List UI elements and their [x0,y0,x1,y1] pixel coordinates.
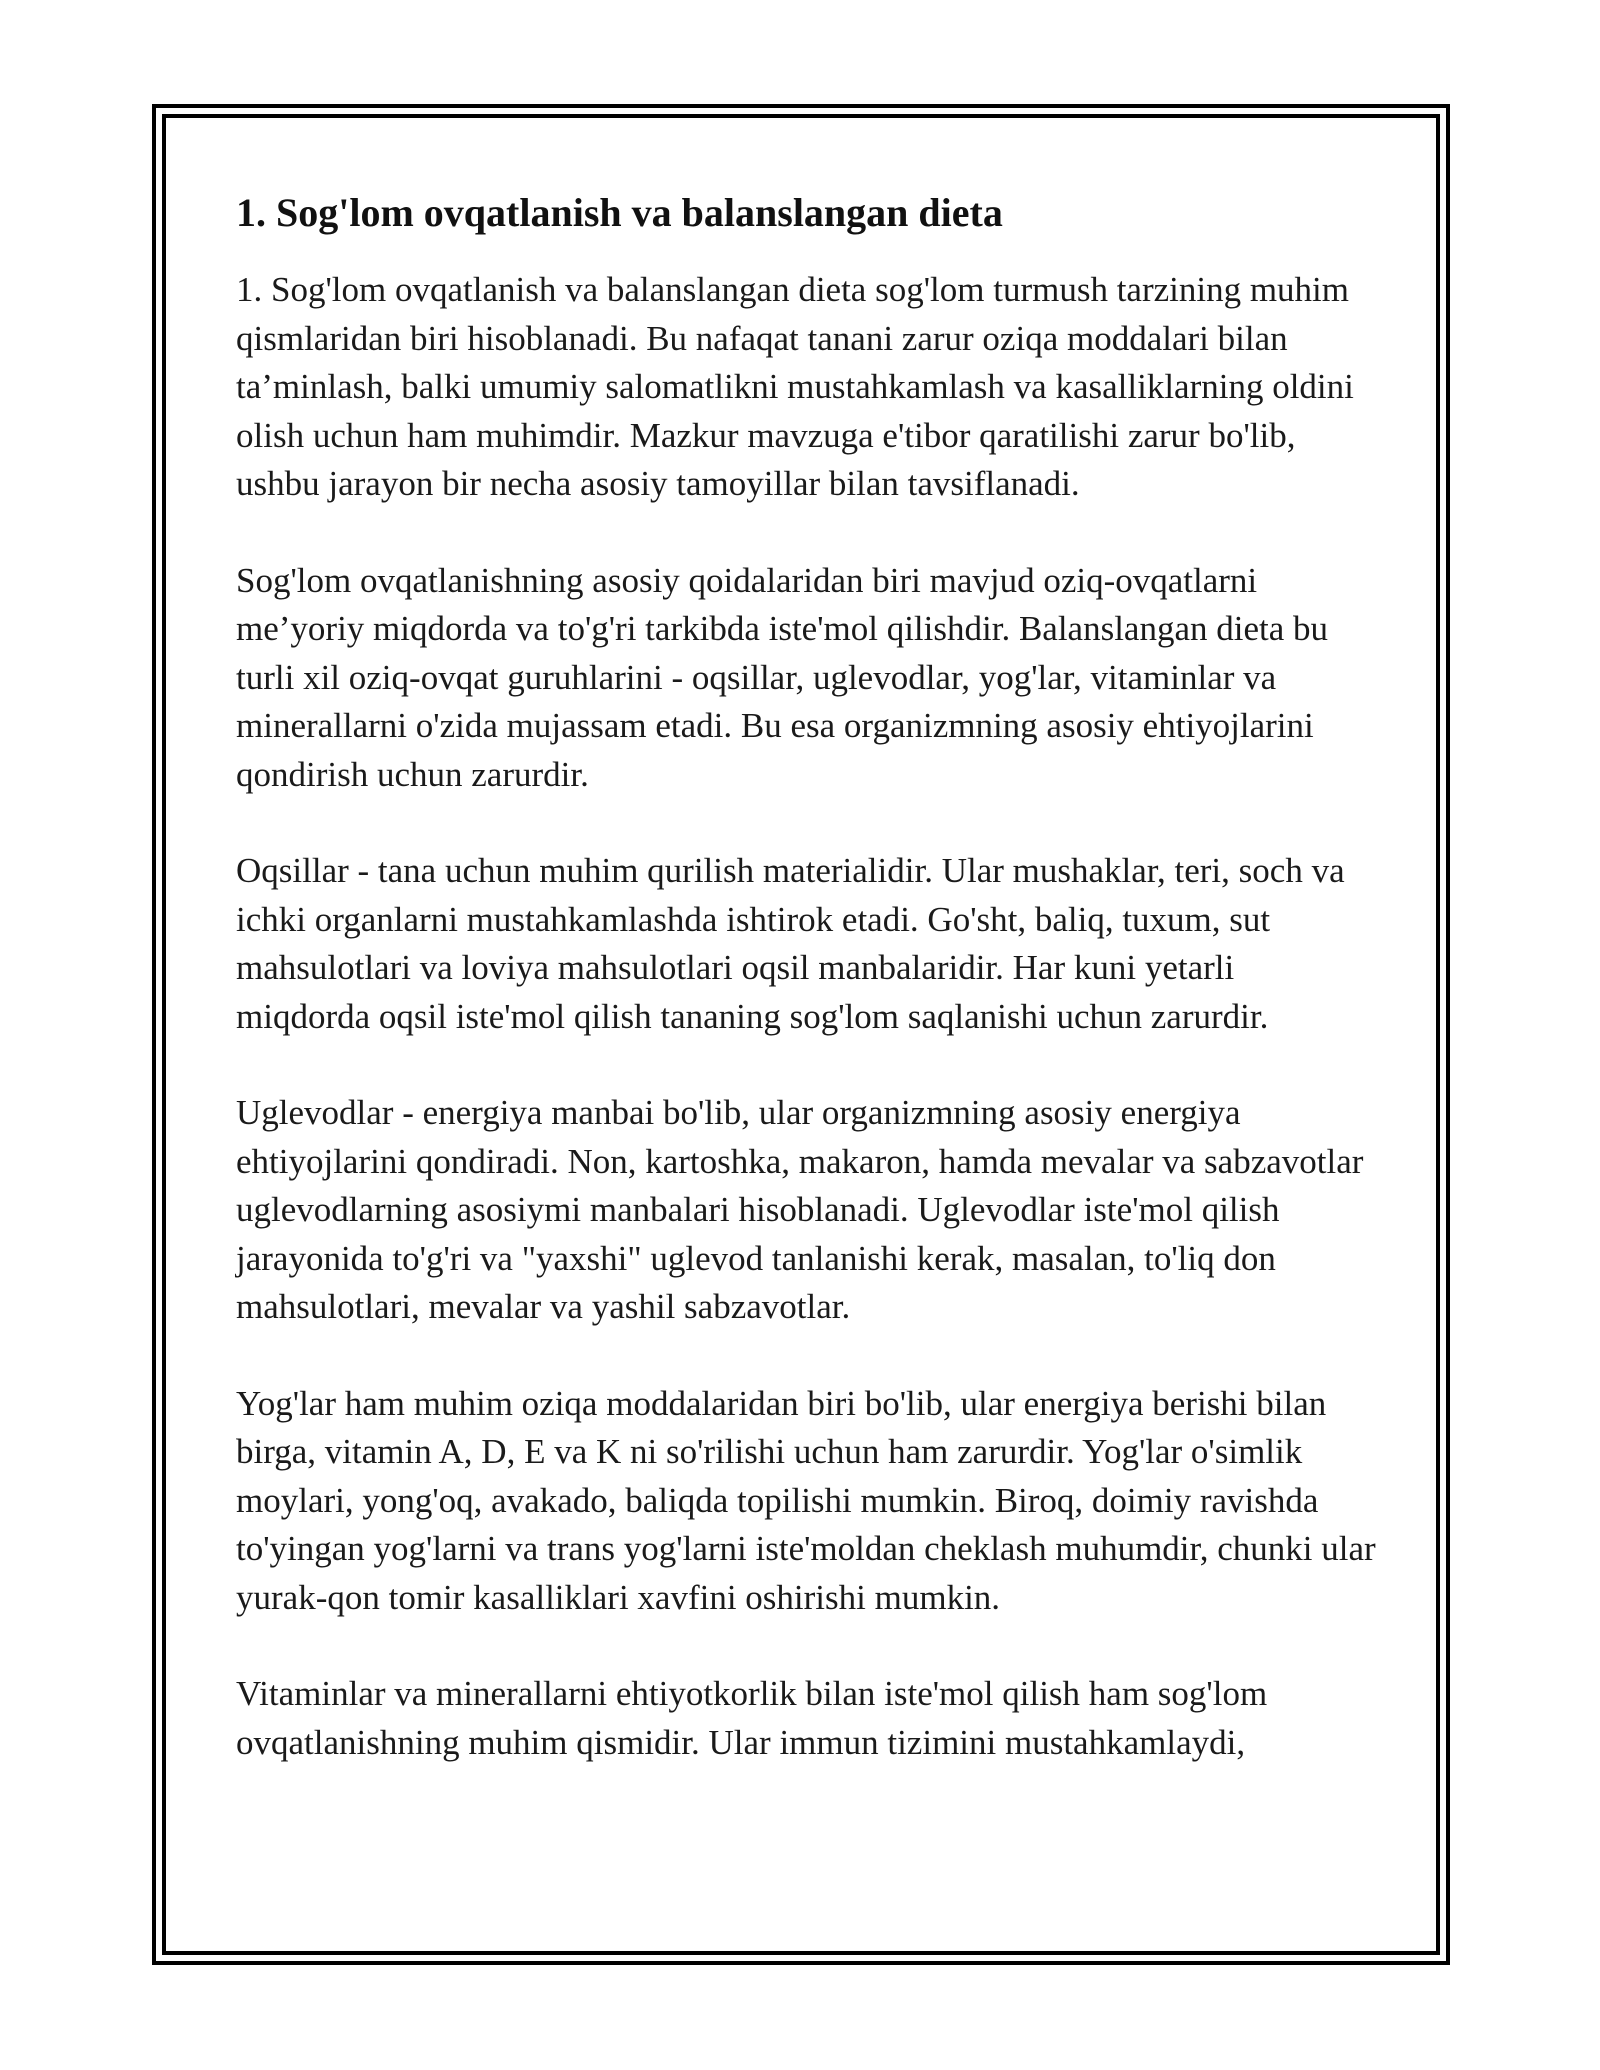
document-body [236,188,1376,1815]
paragraph-fats: Yog'lar ham muhim oziqa moddalaridan biri bo'lib, ular energiya berishi bilan birga, vitamin A, D, E va K ni so'rilishi uchun ham zarurdir. Yog'lar o'simlik moylari, yong'oq, avakado, baliqda topilishi mumkin. Biroq, doimiy ravishda to'yingan yog'larni va trans yog'larni iste'moldan cheklash muhumdir, chunki ular yurak-qon tomir kasalliklari xavfini oshirishi mumkin. [236,1383,1376,1617]
paragraph-intro: 1. Sog'lom ovqatlanish va balanslangan dieta sog'lom turmush tarzining muhim qismlaridan biri hisoblanadi. Bu nafaqat tanani zarur oziqa moddalari bilan ta’minlash, balki umumiy salomatlikni mustahkamlash va kasalliklarning oldini olish uchun ham muhimdir. Mazkur mavzuga e'tibor qaratilishi zarur bo'lib, ushbu jarayon bir necha asosiy tamoyillar bilan tavsiflanadi. [236,270,1354,503]
paragraph-balanced-diet: Sog'lom ovqatlanishning asosiy qoidalaridan biri mavjud oziq-ovqatlarni me’yoriy miqdorda va to'g'ri tarkibda iste'mol qilishdir. Balanslangan dieta bu turli xil oziq-ovqat guruhlarini - oqsillar, uglevodlar, yog'lar, vitaminlar va minerallarni o'zida mujassam etadi. Bu esa organizmning asosiy ehtiyojlarini qondirish uchun zarurdir. [236,560,1329,794]
paragraph-carbohydrates: Uglevodlar - energiya manbai bo'lib, ular organizmning asosiy energiya ehtiyojlarini qondiradi. Non, kartoshka, makaron, hamda mevalar va sabzavotlar uglevodlarning asosiymi manbalari hisoblanadi. Uglevodlar iste'mol qilish jarayonida to'g'ri va "yaxshi" uglevod tanlanishi kerak, masalan, to'liq don mahsulotlari, mevalar va yashil sabzavotlar. [236,1093,1364,1326]
paragraph-proteins: Oqsillar - tana uchun muhim qurilish materialidir. Ular mushaklar, teri, soch va ichki organlarni mustahkamlashda ishtirok etadi. Go'sht, baliq, tuxum, sut mahsulotlari va loviya mahsulotlari oqsil manbalaridir. Har kuni yetarli miqdorda oqsil iste'mol qilish tananing sog'lom saqlanishi uchun zarurdir. [236,851,1345,1036]
section-heading: 1. Sog'lom ovqatlanish va balanslangan dieta [236,190,1003,235]
paragraph-vitamins: Vitaminlar va minerallarni ehtiyotkorlik bilan iste'mol qilish ham sog'lom ovqatlanishning muhim qismidir. Ular immun tizimini mustahkamlaydi, [236,1674,1268,1762]
